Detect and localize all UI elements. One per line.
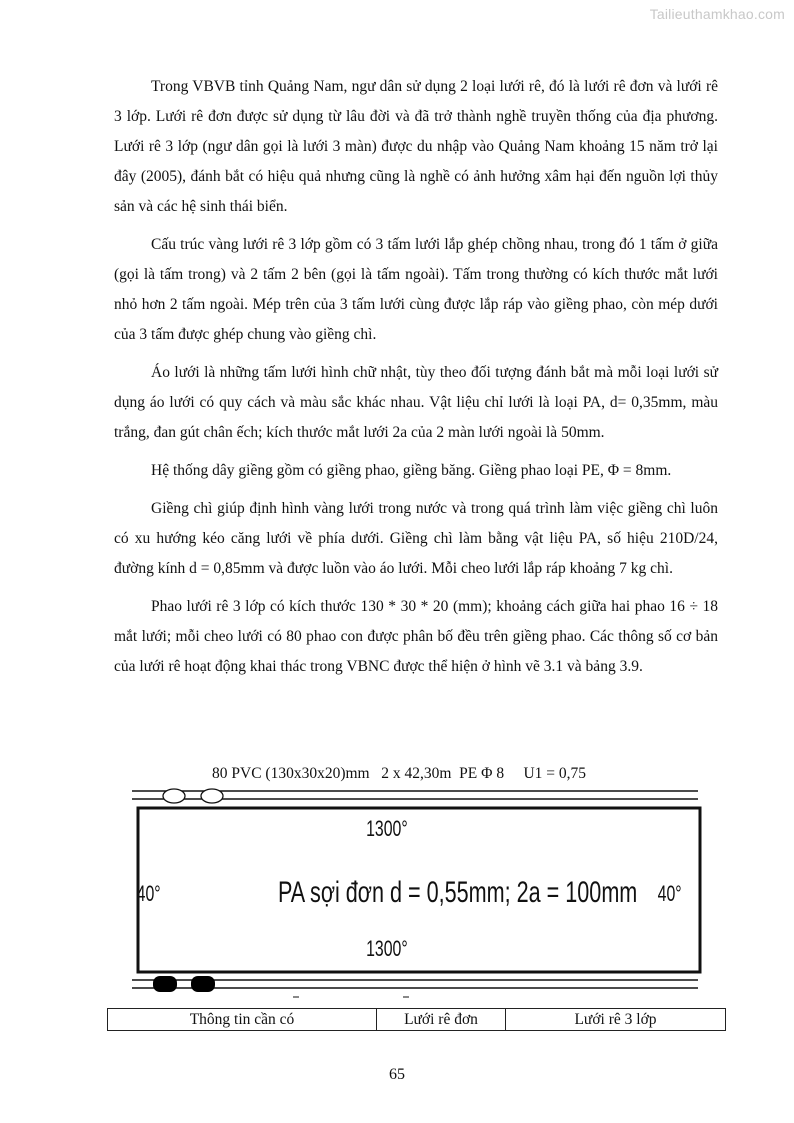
table-header-single-net: Lưới rê đơn bbox=[377, 1009, 506, 1031]
float-2 bbox=[201, 789, 223, 803]
paragraph-4: Hệ thống dây giềng gồm có giềng phao, giềng băng. Giềng phao loại PE, Φ = 8mm. bbox=[151, 462, 672, 479]
left-depth-label: 40° bbox=[136, 881, 161, 906]
table-header-row bbox=[108, 1009, 726, 1031]
table-header-three-layer-net: Lưới rê 3 lớp bbox=[506, 1009, 726, 1031]
table-header-info: Thông tin cần có bbox=[108, 1009, 377, 1031]
float-1 bbox=[163, 789, 185, 803]
bottom-length-label: 1300° bbox=[366, 936, 408, 961]
top-length-label: 1300° bbox=[366, 816, 408, 841]
figure-caption: 80 PVC (130x30x20)mm 2 x 42,30m PE Φ 8 U1 = 0,75 bbox=[212, 765, 586, 782]
sinker-2 bbox=[191, 976, 215, 992]
paragraph-6: Phao lưới rê 3 lớp có kích thước 130 * 30 * 20 (mm); khoảng cách giữa hai phao 16 ÷ 18 mắt lưới; mỗi cheo lưới có 80 phao con được phân bố đều trên giềng phao. Các thông số cơ bản của lưới rê hoạt động khai thác trong VBNC được thể hiện ở hình vẽ 3.1 và bảng 3.9. bbox=[114, 598, 718, 675]
paragraph-1: Trong VBVB tỉnh Quảng Nam, ngư dân sử dụng 2 loại lưới rê, đó là lưới rê đơn và lưới rê 3 lớp. Lưới rê đơn được sử dụng từ lâu đời và đã trở thành nghề truyền thống của địa phương. Lưới rê 3 lớp (ngư dân gọi là lưới 3 màn) được du nhập vào Quảng Nam khoảng 15 năm trở lại đây (2005), đánh bắt có hiệu quả nhưng cũng là nghề có ảnh hưởng xâm hại đến nguồn lợi thủy sản và các hệ sinh thái biển. bbox=[114, 78, 718, 215]
page-number: 65 bbox=[389, 1066, 405, 1083]
body-text bbox=[114, 72, 718, 690]
sinker-1 bbox=[153, 976, 177, 992]
paragraph-5: Giềng chì giúp định hình vàng lưới trong nước và trong quá trình làm việc giềng chì luôn có xu hướng kéo căng lưới về phía dưới. Giềng chì làm bằng vật liệu PA, số hiệu 210D/24, đường kính d = 0,85mm và được luồn vào áo lưới. Mỗi cheo lưới lắp ráp khoảng 7 kg chì. bbox=[114, 500, 718, 577]
paragraph-3: Áo lưới là những tấm lưới hình chữ nhật, tùy theo đối tượng đánh bắt mà mỗi loại lưới sử dụng áo lưới có quy cách và màu sắc khác nhau. Vật liệu chỉ lưới là loại PA, d= 0,35mm, màu trắng, đan gút chân ếch; kích thước mắt lưới 2a của 2 màn lưới ngoài là 50mm. bbox=[114, 364, 718, 441]
paragraph-2: Cấu trúc vàng lưới rê 3 lớp gồm có 3 tấm lưới lắp ghép chồng nhau, trong đó 1 tấm ở giữa (gọi là tấm trong) và 2 tấm 2 bên (gọi là tấm ngoài). Tấm trong thường có kích thước mắt lưới nhỏ hơn 2 tấm ngoài. Mép trên của 3 tấm lưới cùng được lắp ráp vào giềng phao, còn mép dưới của 3 tấm được ghép chung vào giềng chì. bbox=[114, 236, 718, 343]
gillnet-diagram bbox=[132, 786, 704, 998]
right-depth-label: 40° bbox=[657, 881, 682, 906]
watermark: Tailieuthamkhao.com bbox=[649, 6, 785, 22]
comparison-table bbox=[107, 1008, 726, 1031]
net-spec-label: PA sợi đơn d = 0,55mm; 2a = 100mm bbox=[278, 876, 638, 909]
